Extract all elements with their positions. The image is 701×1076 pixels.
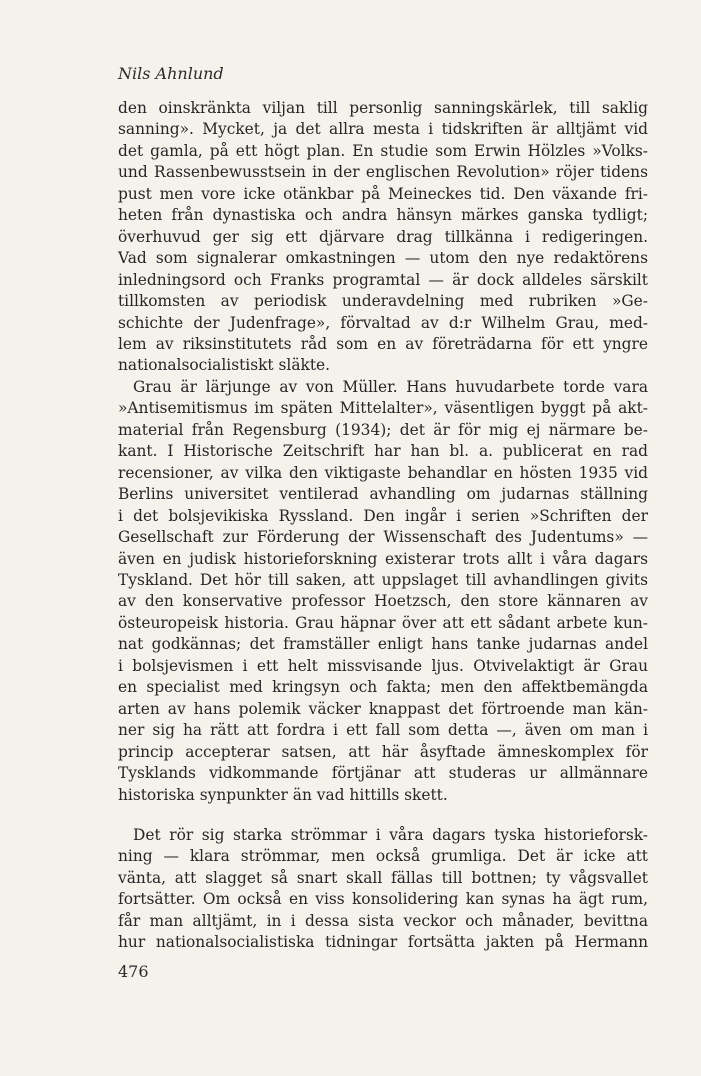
text-line: nat godkännas; det framställer enligt hans tanke judarnas andel [118, 635, 648, 654]
text-line: material från Regensburg (1934); det är för mig ej närmare be- [118, 420, 648, 439]
text-line: heten från dynastiska och andra hänsyn märkes ganska tydligt; [118, 206, 648, 225]
text-line: pust men vore icke otänkbar på Meineckes tid. Den växande fri- [118, 184, 648, 203]
text-line: princip accepterar satsen, att här åsyftade ämneskomplex för [118, 742, 648, 761]
text-line: und Rassenbewusstsein in der englischen Revolution» röjer tidens [118, 163, 648, 182]
text-line: i bolsjevismen i ett helt missvisande ljus. Otvivelaktigt är Grau [118, 656, 648, 675]
text-line: »Antisemitismus im späten Mittelalter», väsentligen byggt på akt- [118, 399, 648, 418]
text-line: Grau är lärjunge av von Müller. Hans huvudarbete torde vara [133, 377, 648, 396]
text-line: av den konservative professor Hoetzsch, den store kännaren av [118, 592, 648, 611]
text-line: Gesellschaft zur Förderung der Wissenschaft des Judentums» — [118, 528, 648, 547]
text-line: vänta, att slagget så snart skall fällas till bottnen; ty vågsvallet [118, 868, 648, 887]
text-line: ner sig ha rätt att fordra i ett fall som detta —, även om man i [118, 721, 648, 740]
text-line: hur nationalsocialistiska tidningar fortsätta jakten på Hermann [118, 933, 648, 952]
text-line: kant. I Historische Zeitschrift har han bl. a. publicerat en rad [118, 442, 648, 461]
text-line: arten av hans polemik väcker knappast det förtroende man kän- [118, 699, 648, 718]
text-line: historiska synpunkter än vad hittills skett. [118, 785, 448, 804]
text-line: lem av riksinstitutets råd som en av företrädarna för ett yngre [118, 334, 648, 353]
text-line: ning — klara strömmar, men också grumliga. Det är icke att [118, 847, 648, 866]
text-line: fortsätter. Om också en viss konsolidering kan synas ha ägt rum, [118, 890, 648, 909]
text-line: sanning». Mycket, ja det allra mesta i tidskriften är alltjämt vid [118, 120, 648, 139]
text-line: tillkomsten av periodisk underavdelning med rubriken »Ge- [118, 292, 648, 311]
running-head-author: Nils Ahnlund [118, 64, 224, 83]
text-line: Berlins universitet ventilerad avhandling om judarnas ställning [118, 485, 648, 504]
text-line: överhuvud ger sig ett djärvare drag tillkänna i redigeringen. [118, 227, 648, 246]
text-line: får man alltjämt, in i dessa sista veckor och månader, bevittna [118, 911, 648, 930]
text-line: östeuropeisk historia. Grau häpnar över att ett sådant arbete kun- [118, 613, 648, 632]
text-line: även en judisk historieforskning existerar trots allt i våra dagars [118, 549, 648, 568]
text-line: inledningsord och Franks programtal — är dock alldeles särskilt [118, 270, 648, 289]
text-line: det gamla, på ett högt plan. En studie som Erwin Hölzles »Volks- [118, 141, 648, 160]
text-line: Vad som signalerar omkastningen — utom den nye redaktörens [118, 249, 648, 268]
text-line: i det bolsjevikiska Ryssland. Den ingår i serien »Schriften der [118, 506, 648, 525]
section-break [118, 806, 648, 825]
text-line: nationalsocialistiskt släkte. [118, 356, 331, 375]
text-line: den oinskränkta viljan till personlig sanningskärlek, till saklig [118, 99, 648, 117]
text-line: Tysklands vidkommande förtjänar att studeras ur allmännare [118, 764, 648, 783]
body-text [118, 98, 648, 954]
text-line: Det rör sig starka strömmar i våra dagars tyska historieforsk- [133, 825, 648, 844]
text-line: en specialist med kringsyn och fakta; men den affektbemängda [118, 678, 648, 697]
page-number: 476 [118, 962, 149, 981]
text-line: schichte der Judenfrage», förvaltad av d:r Wilhelm Grau, med- [118, 313, 648, 332]
text-line: recensioner, av vilka den viktigaste behandlar en hösten 1935 vid [118, 463, 648, 482]
text-line: Tyskland. Det hör till saken, att uppslaget till avhandlingen givits [118, 570, 648, 589]
